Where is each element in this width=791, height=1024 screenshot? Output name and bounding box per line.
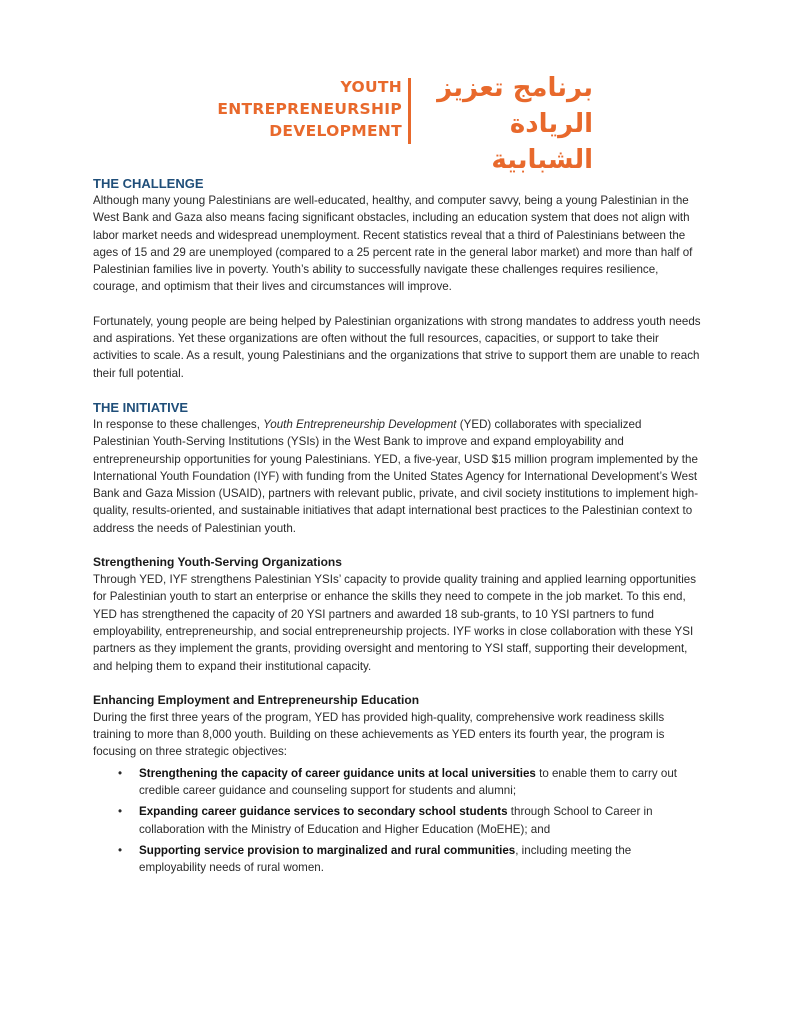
challenge-paragraph-2: Fortunately, young people are being helped by Palestinian organizations with strong mandates to address youth needs and aspirations. Yet these organizations are often without the full resources, capacities, or support to take their activities to scale. As a result, young Palestinians and the organizations that strive to support them are unable to reach their full potential. (93, 314, 701, 380)
objective-rest: to enable them to carry out credible career guidance and counseling support for students and alumni; (139, 766, 678, 798)
bullet-icon: • (118, 766, 123, 780)
challenge-paragraph-1: Although many young Palestinians are well-educated, healthy, and computer savvy, being a young Palestinian in the West Bank and Gaza also means facing significant obstacles, including an education system that does not align with labor market needs and widespread unemployment. Recent statistics reveal that a third of Palestinians between the ages of 15 and 29 are unemployed (compared to a 25 percent rate in the general labor market) and more than half of Palestinian families live in poverty. Youth’s ability to successfully navigate these challenges requires resilience, courage, and optimism that their lives and circumstances will improve. (93, 194, 693, 294)
objective-item (118, 803, 701, 838)
program-name-italic: Youth Entrepreneurship Development (263, 417, 457, 431)
enhancing-paragraph: During the first three years of the program, YED has provided high-quality, comprehensive work readiness skills training to more than 8,000 youth. Building on these achievements as YED enters its fourth year, the program is focusing on three strategic objectives: (93, 710, 665, 759)
bullet-icon: • (118, 843, 123, 857)
objective-bold: Strengthening the capacity of career guidance units at local universities (139, 766, 536, 780)
logo-line-development: DEVELOPMENT (269, 122, 402, 140)
logo-arabic-text (418, 70, 593, 178)
challenge-heading: THE CHALLENGE (93, 176, 204, 191)
logo-divider (408, 78, 411, 144)
initiative-text-rest: (YED) collaborates with specialized Palestinian Youth-Serving Institutions (YSIs) in the West Bank to improve and expand employability and entrepreneurship opportunities for young Palestinians. YED, a five-year, USD $15 million program implemented by the International Youth Foundation (IYF) with funding from the United States Agency for International Development’s West Bank and Gaza Mission (USAID), partners with relevant public, private, and civil society institutions to implement high-quality, results-oriented, and sustainable initiatives that adapt international best practices to the Palestinian context to address the needs of Palestinian youth. (93, 417, 699, 535)
logo-line-youth: YOUTH (340, 78, 402, 96)
document-body (93, 175, 701, 881)
strengthening-paragraph: Through YED, IYF strengthens Palestinian YSIs’ capacity to provide quality training and applied learning opportunities for Palestinian youth to start an enterprise or enhance the skills they need to compete in the job market. To this end, YED has strengthened the capacity of 20 YSI partners and awarded 18 sub-grants, to 10 YSI partners to fund employability, entrepreneurship, and social entrepreneurship projects. IYF works in close collaboration with these YSI partners as they implement the grants, providing oversight and mentoring to YSI staff, supporting their development, and helping them to expand their institutional capacity. (93, 573, 697, 673)
objective-bold: Supporting service provision to marginalized and rural communities (139, 843, 516, 857)
objective-rest: through School to Career in collaboration with the Ministry of Education and Higher Education (MoEHE); and (139, 805, 653, 836)
yed-logo (198, 73, 598, 175)
strengthening-heading: Strengthening Youth-Serving Organizations (93, 555, 342, 570)
objective-item (118, 842, 701, 877)
bullet-icon: • (118, 805, 123, 819)
enhancing-heading: Enhancing Employment and Entrepreneurship Education (93, 692, 420, 707)
logo-arabic-line-1: برنامج تعزيز (437, 73, 593, 103)
logo-line-entrepreneurship: ENTREPRENEURSHIP (217, 100, 402, 118)
objective-item (118, 765, 701, 800)
logo-arabic-line-2: الريادة الشبابية (491, 109, 593, 175)
initiative-text-prefix: In response to these challenges, (93, 417, 264, 431)
initiative-heading: THE INITIATIVE (93, 399, 189, 415)
objectives-list (93, 765, 701, 877)
logo-english-text (217, 76, 402, 142)
initiative-paragraph (93, 416, 701, 537)
objective-bold: Expanding career guidance services to secondary school students (139, 805, 508, 819)
objective-rest: , including meeting the employability needs of rural women. (139, 843, 632, 875)
